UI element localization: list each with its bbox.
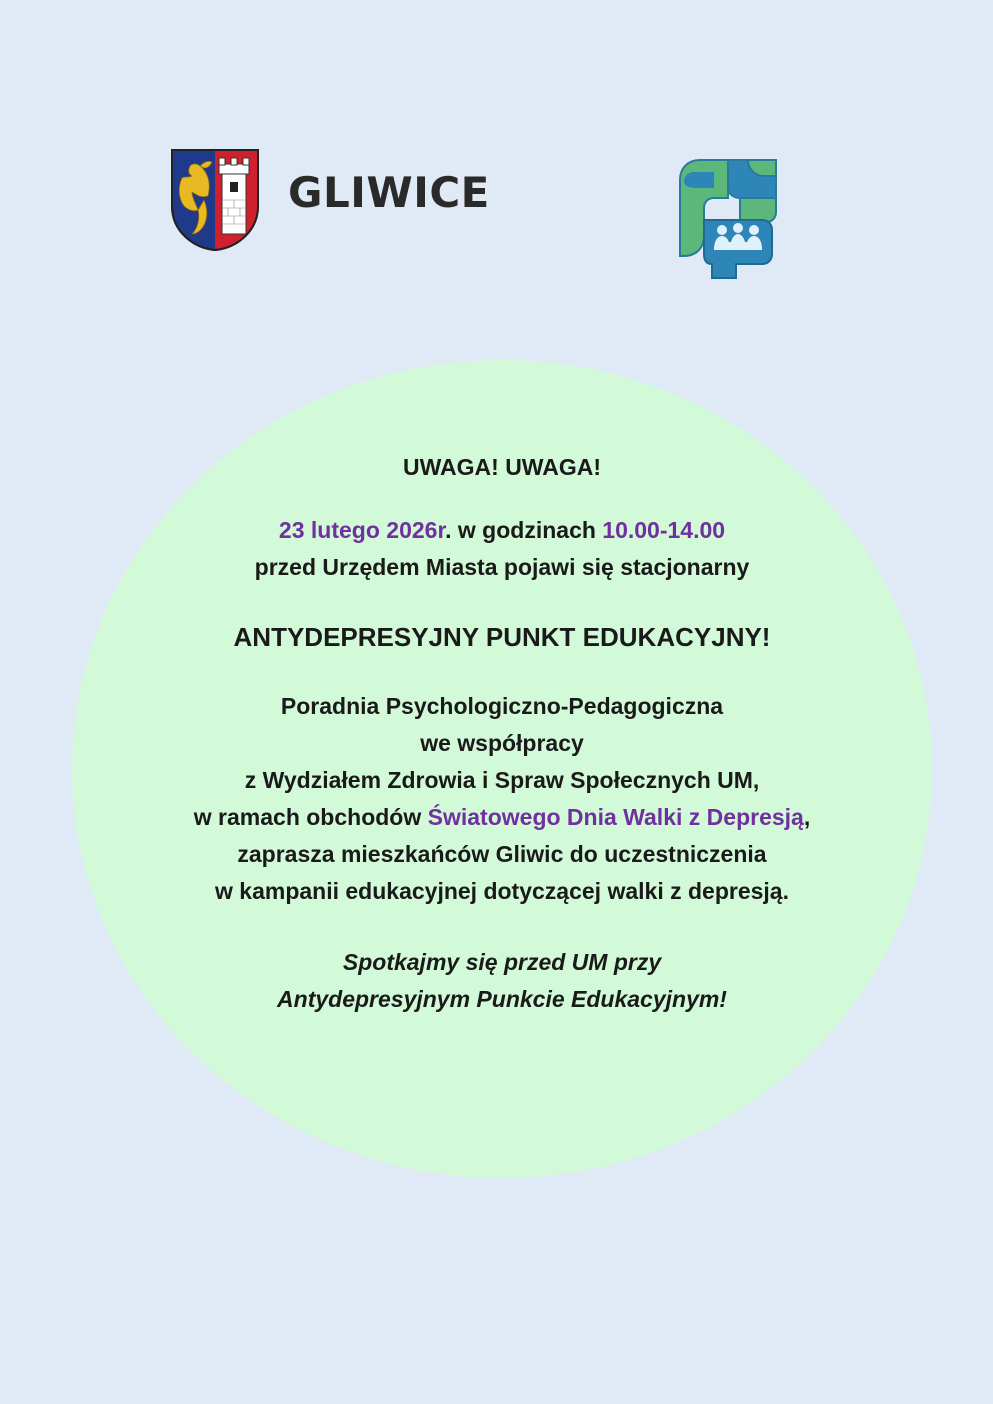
- event-date: 23 lutego 2026r: [278, 517, 446, 543]
- organizer-line-suffix: ,: [803, 804, 811, 830]
- organizer-line: z Wydziałem Zdrowia i Spraw Społecznych UM,: [244, 767, 760, 793]
- event-date-suffix: . w godzinach: [445, 517, 603, 543]
- organizer-line: w kampanii edukacyjnej dotyczącej walki z depresją.: [215, 878, 789, 904]
- event-hours: 10.00-14.00: [602, 517, 726, 543]
- gliwice-coat-of-arms-icon: [170, 148, 260, 252]
- organizer-line: we współpracy: [420, 730, 584, 756]
- organizer-line: [72, 799, 932, 836]
- event-date-line: [72, 512, 932, 549]
- closing-line: Spotkajmy się przed UM przy: [342, 949, 662, 975]
- closing-line: Antydepresyjnym Punkcie Edukacyjnym!: [277, 986, 727, 1012]
- event-location-line: przed Urzędem Miasta pojawi się stacjonarny: [254, 554, 750, 580]
- city-name-wordmark: GLIWICE: [288, 168, 490, 217]
- event-headline: ANTYDEPRESYJNY PUNKT EDUKACYJNY!: [233, 622, 771, 652]
- organizer-line-prefix: w ramach obchodów: [193, 804, 428, 830]
- campaign-name: Światowego Dnia Walki z Depresją: [427, 804, 804, 830]
- notice-content: [72, 360, 932, 1018]
- alert-heading: UWAGA! UWAGA!: [402, 454, 602, 480]
- poradnia-logo-icon: [678, 158, 778, 280]
- organizer-line: Poradnia Psychologiczno-Pedagogiczna: [280, 693, 724, 719]
- organizer-line: zaprasza mieszkańców Gliwic do uczestniczenia: [237, 841, 767, 867]
